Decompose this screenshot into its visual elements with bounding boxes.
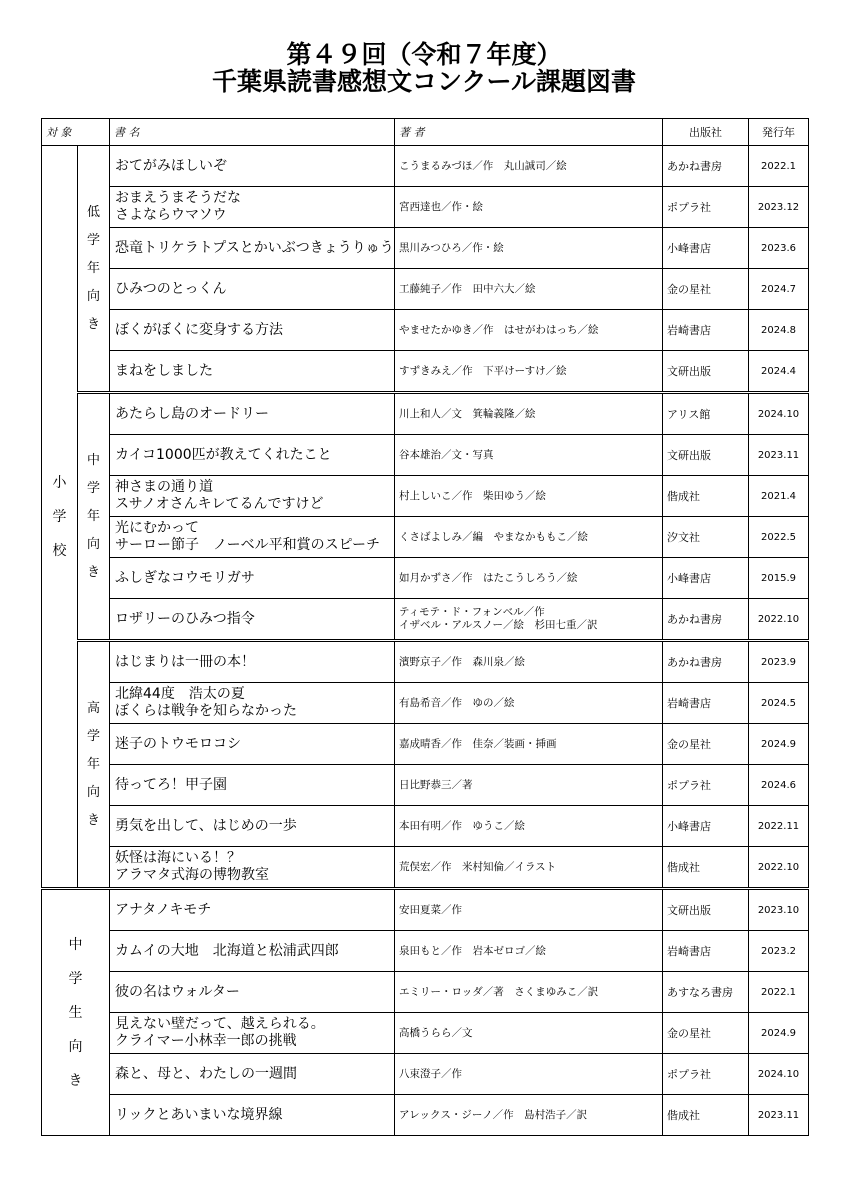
book-title: 光にむかって	[115, 520, 199, 536]
book-year: 2023.10	[749, 889, 809, 931]
book-author-cell	[395, 1095, 663, 1136]
book-title-cell	[110, 683, 395, 724]
book-title-cell	[110, 393, 395, 435]
book-title-cell	[110, 228, 395, 269]
page-title: 第４９回（令和７年度）	[286, 40, 562, 69]
book-author-cell	[395, 641, 663, 683]
book-author: やませたかゆき／作 はせがわはっち／絵	[399, 323, 599, 336]
book-publisher: ポプラ社	[663, 1054, 749, 1095]
group-middle: 中 学 年 向 き	[78, 393, 110, 641]
book-title: 森と、母と、わたしの一週間	[115, 1065, 297, 1082]
book-title: あたらし島のオードリー	[115, 405, 269, 422]
book-author: 如月かずさ／作 はたこうしろう／絵	[399, 571, 578, 584]
book-publisher: 小峰書店	[663, 806, 749, 847]
table-row	[42, 972, 809, 1013]
book-year: 2023.6	[749, 228, 809, 269]
book-publisher: あかね書房	[663, 599, 749, 641]
book-title-cell	[110, 931, 395, 972]
book-author-cell	[395, 558, 663, 599]
book-title-cell	[110, 1013, 395, 1054]
book-title: 妖怪は海にいる！？	[115, 850, 241, 866]
book-title-cell	[110, 269, 395, 310]
book-author: 荒俣宏／作 米村知倫／イラスト	[399, 860, 557, 873]
table-row	[42, 1013, 809, 1054]
book-title: ふしぎなコウモリガサ	[115, 569, 255, 586]
book-publisher: 文研出版	[663, 435, 749, 476]
book-year: 2024.10	[749, 393, 809, 435]
book-title-cell	[110, 310, 395, 351]
book-author: 日比野恭三／著	[399, 778, 473, 791]
book-author: 村上しいこ／作 柴田ゆう／絵	[399, 489, 546, 502]
book-publisher: 岩崎書店	[663, 310, 749, 351]
book-year: 2023.12	[749, 187, 809, 228]
book-year: 2023.2	[749, 931, 809, 972]
table-row	[42, 517, 809, 558]
book-author-cell	[395, 972, 663, 1013]
book-publisher: 小峰書店	[663, 228, 749, 269]
book-author-cell	[395, 228, 663, 269]
book-author: エミリー・ロッダ／著 さくまゆみこ／訳	[399, 985, 599, 998]
table-row	[42, 146, 809, 187]
book-title-cell	[110, 187, 395, 228]
book-year: 2022.10	[749, 599, 809, 641]
book-title: スサノオさんキレてるんですけど	[115, 496, 324, 512]
book-year: 2022.11	[749, 806, 809, 847]
book-publisher: 金の星社	[663, 724, 749, 765]
book-title-cell	[110, 641, 395, 683]
book-year: 2023.11	[749, 435, 809, 476]
book-year: 2024.6	[749, 765, 809, 806]
book-title: リックとあいまいな境界線	[115, 1106, 283, 1123]
book-title: 見えない壁だって、越えられる。	[115, 1016, 325, 1032]
book-title: ひみつのとっくん	[115, 280, 227, 297]
header-row	[42, 119, 809, 146]
book-author-cell	[395, 146, 663, 187]
book-year: 2022.1	[749, 146, 809, 187]
book-year: 2015.9	[749, 558, 809, 599]
header-author: 著 者	[395, 119, 663, 146]
book-title: おまえうまそうだな	[115, 190, 241, 206]
book-author: 谷本雄治／文・写真	[399, 448, 494, 461]
book-year: 2023.11	[749, 1095, 809, 1136]
book-publisher: あかね書房	[663, 146, 749, 187]
book-title: 恐竜トリケラトプスとかいぶつきょうりゅう	[115, 239, 394, 256]
book-title: さよならウマソウ	[115, 207, 227, 223]
book-author: 本田有明／作 ゆうこ／絵	[399, 819, 525, 832]
book-author: イザベル・アルスノー／絵 杉田七重／訳	[399, 619, 598, 631]
book-year: 2024.9	[749, 1013, 809, 1054]
header-target: 対 象	[42, 119, 110, 146]
book-title-cell	[110, 765, 395, 806]
book-year: 2024.4	[749, 351, 809, 393]
book-author-cell	[395, 310, 663, 351]
table-row	[42, 599, 809, 641]
table-row	[42, 558, 809, 599]
book-year: 2024.8	[749, 310, 809, 351]
book-publisher: 偕成社	[663, 476, 749, 517]
book-title: 神さまの通り道	[115, 479, 213, 495]
book-author-cell	[395, 683, 663, 724]
table-row	[42, 1054, 809, 1095]
table-row	[42, 806, 809, 847]
book-title-cell	[110, 847, 395, 889]
book-title-cell	[110, 351, 395, 393]
page-subtitle: 千葉県読書感想文コンクール課題図書	[211, 67, 636, 96]
table-row	[42, 476, 809, 517]
header-year: 発行年	[749, 119, 809, 146]
table-row	[42, 310, 809, 351]
book-title-cell	[110, 889, 395, 931]
book-author: すずきみえ／作 下平けーすけ／絵	[399, 364, 567, 377]
book-title-cell	[110, 1054, 395, 1095]
book-author-cell	[395, 435, 663, 476]
book-publisher: ポプラ社	[663, 187, 749, 228]
book-author-cell	[395, 931, 663, 972]
book-publisher: 偕成社	[663, 1095, 749, 1136]
table-row	[42, 351, 809, 393]
book-author-cell	[395, 517, 663, 558]
book-author-cell	[395, 187, 663, 228]
book-publisher: アリス館	[663, 393, 749, 435]
group-lower: 低 学 年 向 き	[78, 146, 110, 393]
book-title: カイコ1000匹が教えてくれたこと	[115, 446, 332, 463]
book-author-cell	[395, 806, 663, 847]
book-year: 2023.9	[749, 641, 809, 683]
book-title-cell	[110, 435, 395, 476]
book-publisher: 金の星社	[663, 269, 749, 310]
book-author-cell	[395, 393, 663, 435]
book-year: 2024.7	[749, 269, 809, 310]
book-author: 安田夏菜／作	[399, 903, 462, 916]
book-title-cell	[110, 476, 395, 517]
book-author: アレックス・ジーノ／作 島村浩子／訳	[399, 1108, 588, 1121]
book-author-cell	[395, 1013, 663, 1054]
book-author: 濱野京子／作 森川泉／絵	[399, 655, 525, 668]
book-title: おてがみほしいぞ	[115, 157, 227, 174]
book-title-cell	[110, 146, 395, 187]
book-publisher: 汐文社	[663, 517, 749, 558]
book-publisher: 金の星社	[663, 1013, 749, 1054]
book-year: 2024.5	[749, 683, 809, 724]
book-title-cell	[110, 1095, 395, 1136]
book-title: 勇気を出して、はじめの一歩	[115, 817, 297, 834]
table-row	[42, 269, 809, 310]
table-row	[42, 683, 809, 724]
header-book: 書 名	[110, 119, 395, 146]
book-author-cell	[395, 351, 663, 393]
book-year: 2021.4	[749, 476, 809, 517]
book-title: ぼくらは戦争を知らなかった	[115, 703, 297, 719]
book-title: 待ってろ！甲子園	[115, 776, 227, 793]
book-author: 有島希音／作 ゆの／絵	[399, 696, 515, 709]
book-publisher: あすなろ書房	[663, 972, 749, 1013]
book-author: くさばよしみ／編 やまなかももこ／絵	[399, 530, 588, 543]
table-row	[42, 641, 809, 683]
header-publisher: 出版社	[663, 119, 749, 146]
book-author: 嘉成晴香／作 佳奈／装画・挿画	[399, 737, 557, 750]
book-title: カムイの大地 北海道と松浦武四郎	[115, 942, 339, 959]
book-title: ぼくがぼくに変身する方法	[115, 321, 283, 338]
table-row	[42, 393, 809, 435]
book-publisher: 小峰書店	[663, 558, 749, 599]
book-author: こうまるみづほ／作 丸山誠司／絵	[399, 159, 567, 172]
book-title-cell	[110, 558, 395, 599]
book-title: サーロー節子 ノーベル平和賞のスピーチ	[115, 537, 381, 553]
table-row	[42, 931, 809, 972]
book-author: 工藤純子／作 田中六大／絵	[399, 282, 536, 295]
book-list-table	[41, 118, 809, 1136]
table-row	[42, 889, 809, 931]
book-title: 彼の名はウォルター	[115, 983, 240, 1000]
book-author: 黒川みつひろ／作・絵	[399, 241, 504, 254]
table-row	[42, 187, 809, 228]
book-author-cell	[395, 1054, 663, 1095]
book-author-cell	[395, 847, 663, 889]
book-author: 宮西達也／作・絵	[399, 200, 483, 213]
book-title-cell	[110, 972, 395, 1013]
book-title: ロザリーのひみつ指令	[115, 610, 255, 627]
book-year: 2022.10	[749, 847, 809, 889]
book-author: 高橋うらら／文	[399, 1026, 473, 1039]
book-title-cell	[110, 806, 395, 847]
book-author: ティモテ・ド・フォンベル／作	[399, 606, 545, 618]
book-publisher: あかね書房	[663, 641, 749, 683]
book-title: 北緯44度 浩太の夏	[115, 686, 245, 702]
group-elementary: 小 学 校	[42, 146, 78, 889]
book-title-cell	[110, 599, 395, 641]
book-publisher: 岩崎書店	[663, 931, 749, 972]
book-year: 2024.9	[749, 724, 809, 765]
book-title-cell	[110, 517, 395, 558]
table-row	[42, 435, 809, 476]
book-publisher: ポプラ社	[663, 765, 749, 806]
table-row	[42, 724, 809, 765]
book-author: 八束澄子／作	[399, 1067, 462, 1080]
book-title-cell	[110, 724, 395, 765]
book-author-cell	[395, 269, 663, 310]
book-author: 川上和人／文 箕輪義隆／絵	[399, 407, 536, 420]
book-author: 泉田もと／作 岩本ゼロゴ／絵	[399, 944, 546, 957]
book-title: アラマタ式海の博物教室	[115, 867, 269, 883]
table-row	[42, 765, 809, 806]
table-row	[42, 1095, 809, 1136]
book-title: はじまりは一冊の本！	[115, 653, 255, 670]
book-publisher: 文研出版	[663, 889, 749, 931]
book-author-cell	[395, 889, 663, 931]
book-publisher: 文研出版	[663, 351, 749, 393]
book-year: 2022.5	[749, 517, 809, 558]
book-author-cell	[395, 599, 663, 641]
group-upper: 高 学 年 向 き	[78, 641, 110, 889]
book-title: 迷子のトウモロコシ	[115, 735, 241, 752]
table-row	[42, 847, 809, 889]
book-author-cell	[395, 476, 663, 517]
book-year: 2022.1	[749, 972, 809, 1013]
book-author-cell	[395, 765, 663, 806]
book-publisher: 岩崎書店	[663, 683, 749, 724]
book-title: アナタノキモチ	[115, 901, 212, 918]
book-year: 2024.10	[749, 1054, 809, 1095]
book-title: クライマー小林幸一郎の挑戦	[115, 1033, 297, 1049]
book-author-cell	[395, 724, 663, 765]
group-junior-high: 中 学 生 向 き	[42, 889, 110, 1136]
table-row	[42, 228, 809, 269]
book-publisher: 偕成社	[663, 847, 749, 889]
book-title: まねをしました	[115, 362, 213, 379]
